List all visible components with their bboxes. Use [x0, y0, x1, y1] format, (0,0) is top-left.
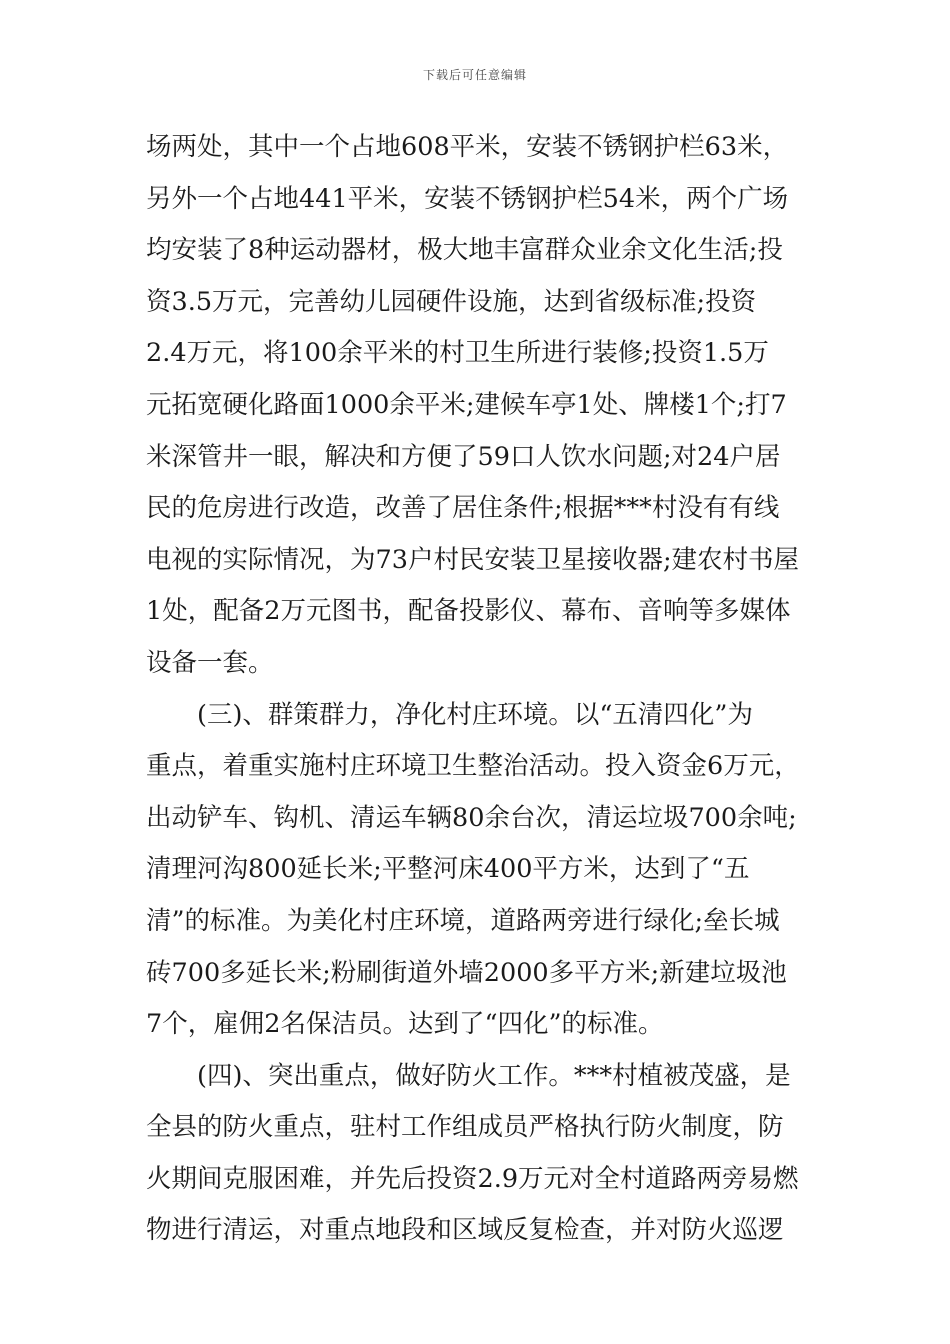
text-line: 场两处，其中一个占地608平米，安装不锈钢护栏63米，	[146, 132, 789, 162]
paragraph-start-line: (三)、群策群力，净化村庄环境。以“五清四化”为	[197, 699, 753, 730]
text-line: 电视的实际情况，为73户村民安装卫星接收器;建农村书屋	[146, 544, 800, 575]
text-line: 元拓宽硬化路面1000余平米;建候车亭1处、牌楼1个;打7	[146, 389, 787, 420]
text-line: 全县的防火重点，驻村工作组成员严格执行防火制度，防	[146, 1112, 784, 1143]
text-line: 出动铲车、钩机、清运车辆80余台次，清运垃圾700余吨;	[146, 802, 797, 833]
text-line: 砖700多延长米;粉刷街道外墙2000多平方米;新建垃圾池	[146, 957, 787, 988]
text-line: 1处，配备2万元图书，配备投影仪、幕布、音响等多媒体	[146, 596, 791, 627]
page-header: 下载后可任意编辑	[422, 68, 527, 82]
text-line: 物进行清运，对重点地段和区域反复检查，并对防火巡逻	[146, 1215, 784, 1246]
text-line: 火期间克服困难，并先后投资2.9万元对全村道路两旁易燃	[146, 1163, 799, 1194]
text-line: 清理河沟800延长米;平整河床400平方米，达到了“五	[146, 854, 750, 885]
text-line: 资3.5万元，完善幼儿园硬件设施，达到省级标准;投资	[146, 286, 757, 317]
text-line: 清”的标准。为美化村庄环境，道路两旁进行绿化;垒长城	[146, 905, 780, 936]
text-line: 另外一个占地441平米，安装不锈钢护栏54米，两个广场	[146, 183, 789, 214]
text-line: 设备一套。	[146, 647, 274, 678]
text-line: 7个，雇佣2名保洁员。达到了“四化”的标准。	[146, 1009, 664, 1040]
text-line: 重点，着重实施村庄环境卫生整治活动。投入资金6万元，	[146, 751, 800, 782]
text-line: 2.4万元，将100余平米的村卫生所进行装修;投资1.5万	[146, 338, 769, 369]
text-line: 民的危房进行改造，改善了居住条件;根据***村没有有线	[146, 493, 780, 524]
document-body	[146, 122, 806, 1257]
paragraph-start-line: (四)、突出重点，做好防火工作。***村植被茂盛，是	[197, 1060, 791, 1091]
text-line: 米深管井一眼，解决和方便了59口人饮水问题;对24户居	[146, 441, 781, 472]
text-line: 均安装了8种运动器材，极大地丰富群众业余文化生活;投	[146, 235, 783, 266]
